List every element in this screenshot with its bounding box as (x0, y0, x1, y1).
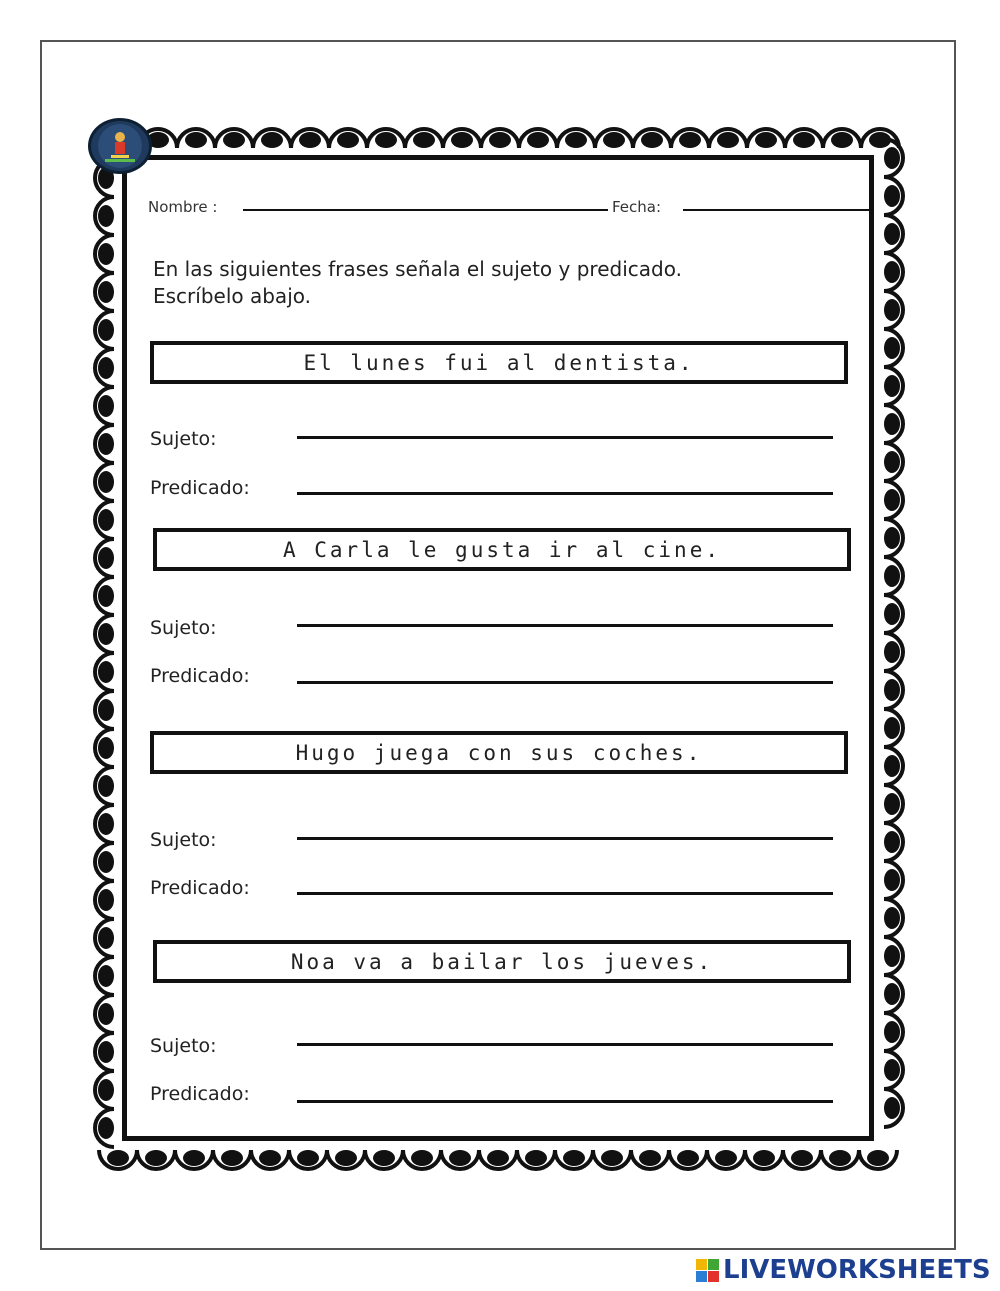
subject-answer-line[interactable] (297, 837, 833, 840)
liveworksheets-brand (696, 1253, 991, 1287)
sentence-box (150, 731, 848, 774)
predicate-label: Predicado: (150, 1083, 250, 1105)
sentence-box (150, 341, 848, 384)
predicate-answer-line[interactable] (297, 892, 833, 895)
liveworksheets-logo-icon (696, 1259, 719, 1282)
instructions-line-1: En las siguientes frases señala el sujeto y predicado. (153, 257, 682, 281)
subject-label: Sujeto: (150, 1035, 217, 1057)
sentence-text: Noa va a bailar los jueves. (290, 949, 714, 974)
sentence-box (153, 528, 851, 571)
sentence-box (153, 940, 851, 983)
predicate-label: Predicado: (150, 665, 250, 687)
name-label: Nombre : (148, 198, 218, 216)
sentence-text: A Carla le gusta ir al cine. (282, 537, 721, 562)
instructions-line-2: Escríbelo abajo. (153, 284, 311, 308)
date-label: Fecha: (612, 198, 662, 216)
school-badge-icon (88, 118, 152, 174)
predicate-answer-line[interactable] (297, 681, 833, 684)
date-input-line[interactable] (683, 209, 869, 211)
subject-answer-line[interactable] (297, 624, 833, 627)
sentence-text: El lunes fui al dentista. (303, 350, 695, 375)
name-input-line[interactable] (243, 209, 608, 211)
predicate-answer-line[interactable] (297, 492, 833, 495)
predicate-answer-line[interactable] (297, 1100, 833, 1103)
brand-name: LIVEWORKSHEETS (723, 1255, 991, 1285)
subject-label: Sujeto: (150, 829, 217, 851)
predicate-label: Predicado: (150, 877, 250, 899)
sentence-text: Hugo juega con sus coches. (295, 740, 703, 765)
subject-label: Sujeto: (150, 617, 217, 639)
subject-answer-line[interactable] (297, 1043, 833, 1046)
subject-label: Sujeto: (150, 428, 217, 450)
predicate-label: Predicado: (150, 477, 250, 499)
subject-answer-line[interactable] (297, 436, 833, 439)
